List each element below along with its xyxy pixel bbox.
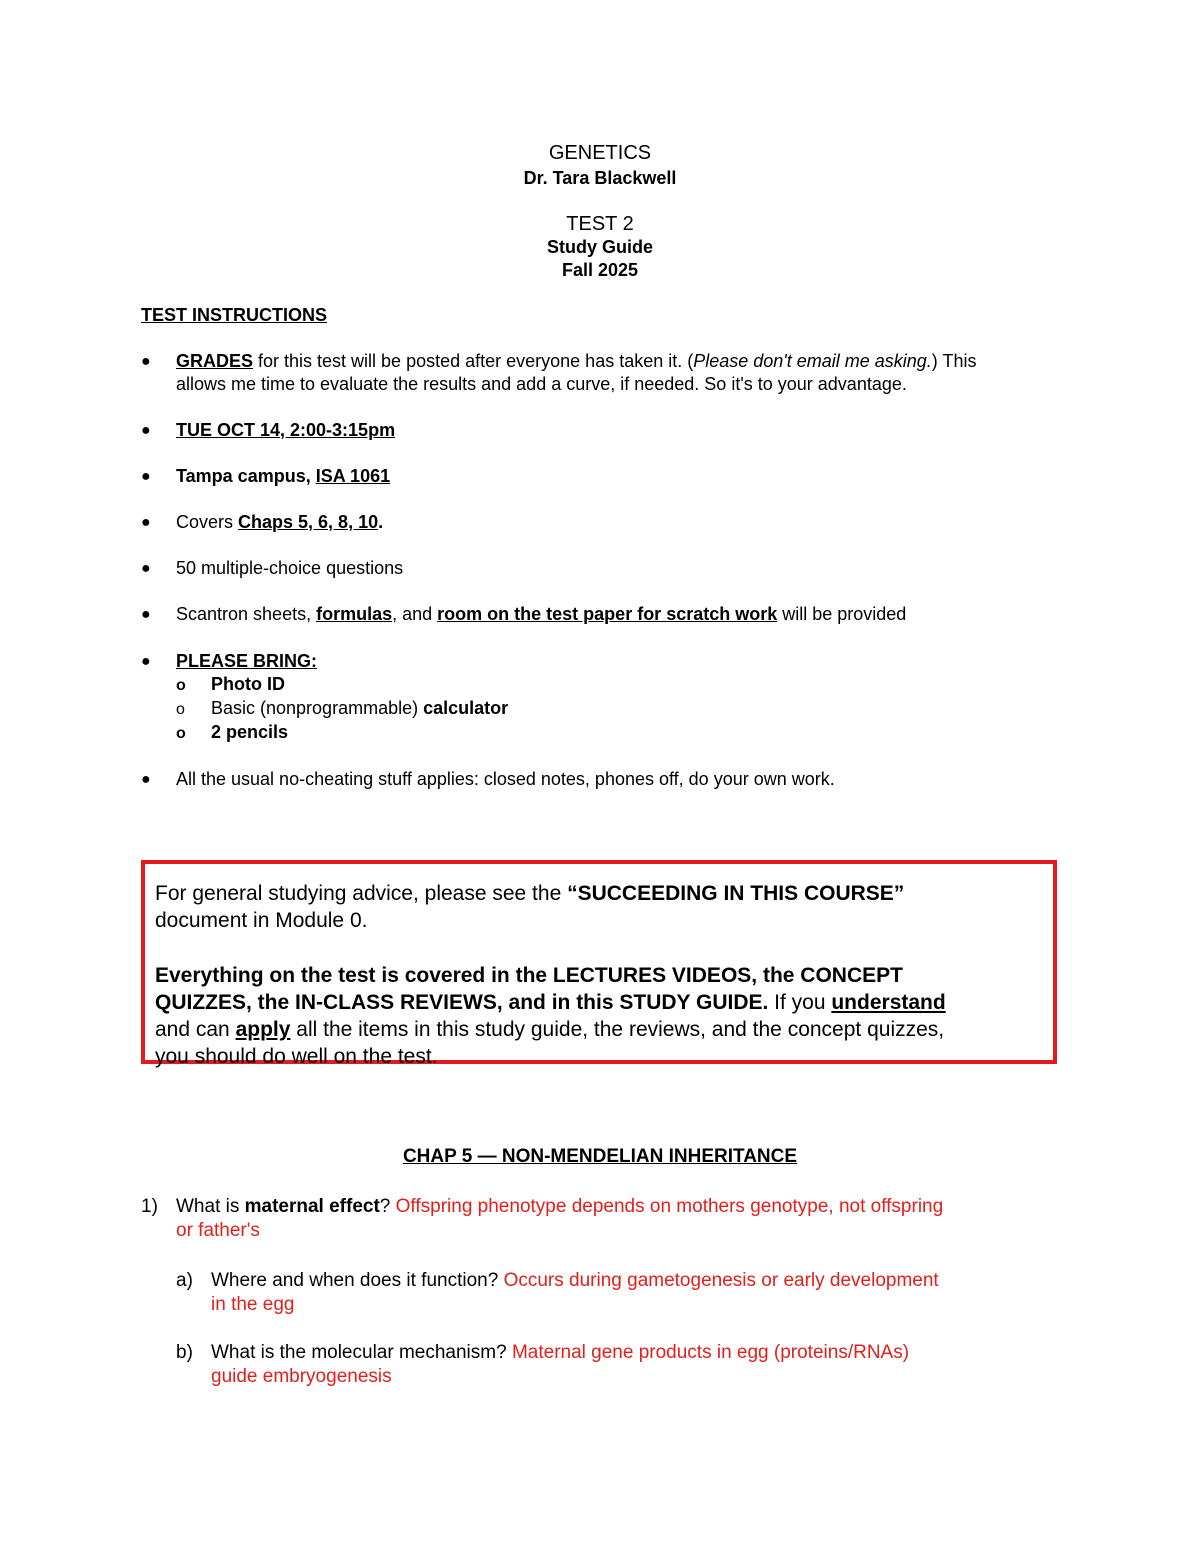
advice-doc-name: “SUCCEEDING IN THIS COURSE” <box>567 882 905 905</box>
question-text: Where and when does it function? <box>211 1270 504 1291</box>
answer-text: guide embryogenesis <box>211 1366 392 1387</box>
sub-bullet-icon: o <box>176 677 186 694</box>
location-prefix: Tampa campus, <box>176 466 316 486</box>
question-1 <box>176 1195 1066 1243</box>
advice-understand: understand <box>831 991 946 1014</box>
advice-apply: apply <box>235 1018 291 1041</box>
bullet-icon: ● <box>141 771 151 788</box>
sub-bullet-icon: o <box>176 701 185 718</box>
questions-count: 50 multiple-choice questions <box>176 558 404 578</box>
advice-text: and can <box>155 1018 236 1041</box>
sub-bullet-icon: o <box>176 725 186 742</box>
answer-text: in the egg <box>211 1294 295 1315</box>
question-1-number: 1) <box>141 1196 158 1217</box>
covers-prefix: Covers <box>176 512 239 532</box>
grades-text: for this test will be posted after everyone has taken it. ( <box>253 351 694 371</box>
grades-line2: allows me time to evaluate the results and add a curve, if needed. So it's to your advantage. <box>176 374 907 394</box>
question-1b <box>211 1341 1071 1389</box>
advice-text: all the items in this study guide, the reviews, and the concept quizzes, <box>290 1018 945 1041</box>
bullet-icon: ● <box>141 653 151 670</box>
advice-paragraph-2 <box>155 962 1055 1070</box>
provided-text: will be provided <box>777 604 907 624</box>
bring-pencils: 2 pencils <box>211 722 289 742</box>
question-text: What is <box>176 1196 245 1217</box>
covers-chaps: Chaps 5, 6, 8, 10 <box>238 512 379 532</box>
bring-photo-id: Photo ID <box>211 674 285 694</box>
bullet-icon: ● <box>141 560 151 577</box>
provided-formulas: formulas <box>316 604 393 624</box>
advice-bold: QUIZZES, the IN-CLASS REVIEWS, and in this STUDY GUIDE. <box>155 991 769 1014</box>
course-title: GENETICS <box>548 142 652 164</box>
bullet-icon: ● <box>141 606 151 623</box>
bullet-icon: ● <box>141 422 151 439</box>
test-date: TUE OCT 14, 2:00-3:15pm <box>176 420 396 440</box>
test-title: TEST 2 <box>566 213 634 235</box>
question-term: maternal effect <box>244 1196 380 1217</box>
section-title-chap5: CHAP 5 — NON-MENDELIAN INHERITANCE <box>402 1146 798 1167</box>
question-1a-number: a) <box>176 1270 193 1291</box>
bullet-icon: ● <box>141 353 151 370</box>
question-1b-number: b) <box>176 1342 193 1363</box>
bring-calculator: calculator <box>423 698 509 718</box>
advice-paragraph-1 <box>155 880 1055 934</box>
doc-type: Study Guide <box>546 237 653 257</box>
advice-text: For general studying advice, please see the <box>155 882 568 905</box>
bring-calculator-text: Basic (nonprogrammable) <box>211 698 424 718</box>
location-room: ISA 1061 <box>315 466 391 486</box>
provided-text: , and <box>392 604 438 624</box>
grades-label: GRADES <box>176 351 254 371</box>
provided-scratch: room on the test paper for scratch work <box>437 604 778 624</box>
advice-text: you should do well on the test. <box>155 1045 438 1068</box>
term: Fall 2025 <box>561 260 639 280</box>
question-1a <box>211 1269 1071 1317</box>
grades-text-end: ) This <box>931 351 977 371</box>
answer-text: or father's <box>176 1220 260 1241</box>
advice-text: document in Module 0. <box>155 909 368 932</box>
bring-label: PLEASE BRING: <box>176 651 318 671</box>
answer-text: Maternal gene products in egg (proteins/RNAs) <box>511 1342 910 1363</box>
instructor-name: Dr. Tara Blackwell <box>523 168 677 188</box>
section-title-instructions: TEST INSTRUCTIONS <box>141 305 328 325</box>
advice-text: If you <box>768 991 832 1014</box>
bullet-icon: ● <box>141 514 151 531</box>
provided-text: Scantron sheets, <box>176 604 317 624</box>
advice-bold: Everything on the test is covered in the LECTURES VIDEOS, the CONCEPT <box>155 964 903 987</box>
bullet-icon: ● <box>141 468 151 485</box>
grades-italic: Please don't email me asking. <box>693 351 932 371</box>
question-text: ? <box>379 1196 396 1217</box>
question-text: What is the molecular mechanism? <box>211 1342 512 1363</box>
answer-text: Offspring phenotype depends on mothers genotype, not offspring <box>395 1196 944 1217</box>
covers-suffix: . <box>378 512 384 532</box>
rules-text: All the usual no-cheating stuff applies: closed notes, phones off, do your own work. <box>176 769 835 789</box>
answer-text: Occurs during gametogenesis or early development <box>503 1270 939 1291</box>
